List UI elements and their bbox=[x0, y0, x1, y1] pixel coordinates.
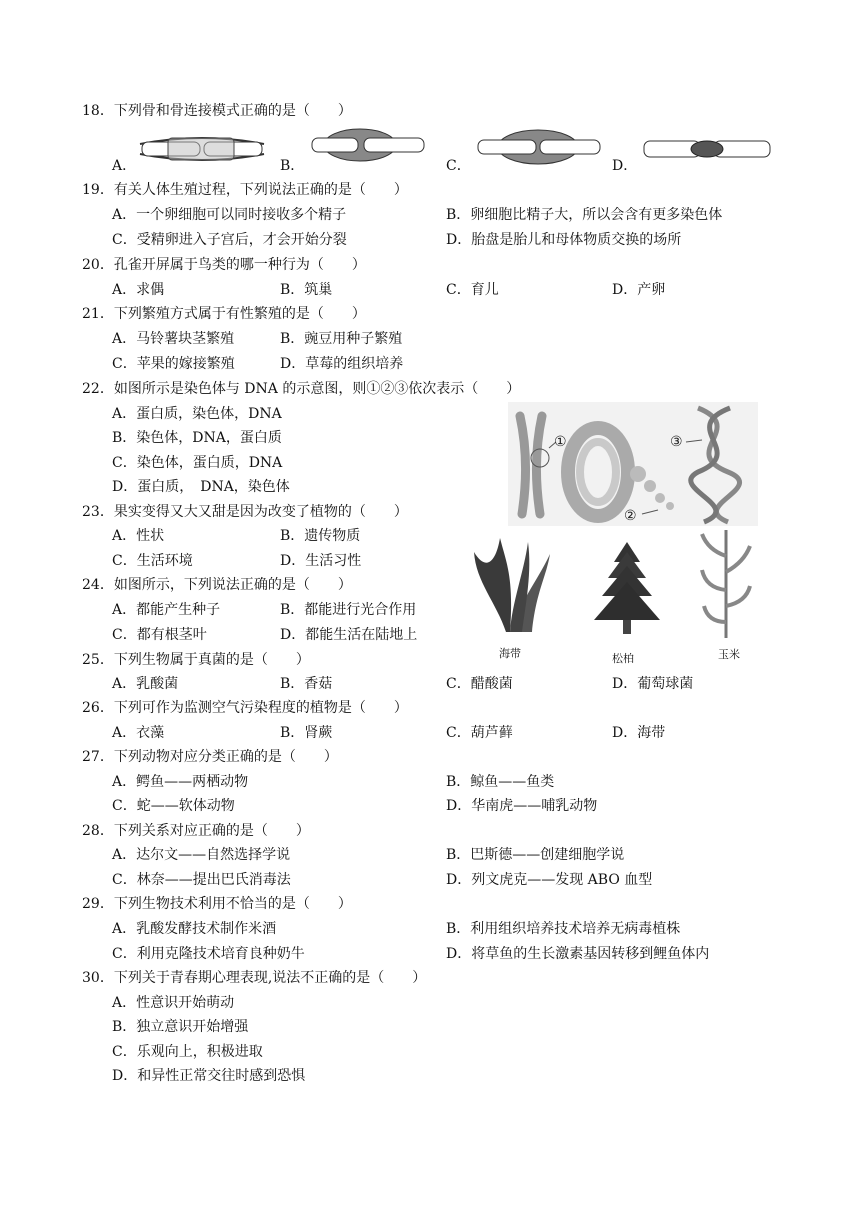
figure-label-2: ② bbox=[624, 508, 637, 524]
option-c: C．蛇——软体动物 bbox=[112, 798, 235, 814]
question-21: 21．下列繁殖方式属于有性繁殖的是（ ） bbox=[82, 306, 366, 322]
option-c: C．育儿 bbox=[446, 282, 499, 298]
option-d: D．生活习性 bbox=[280, 553, 362, 569]
kelp-picture bbox=[466, 532, 556, 636]
figure-label-3: ③ bbox=[670, 434, 683, 450]
question-25: 25．下列生物属于真菌的是（ ） bbox=[82, 652, 310, 668]
figure-label-1: ① bbox=[554, 434, 567, 450]
option-a: A．乳酸发酵技术制作米酒 bbox=[112, 921, 277, 937]
option-c: C．林奈——提出巴氏消毒法 bbox=[112, 872, 291, 888]
question-30: 30．下列关于青春期心理表现,说法不正确的是（ ） bbox=[82, 970, 427, 986]
option-b: B．独立意识开始增强 bbox=[112, 1019, 249, 1035]
option-d: D．华南虎——哺乳动物 bbox=[446, 798, 598, 814]
option-a: A．鳄鱼——两栖动物 bbox=[112, 774, 249, 790]
option-d: D．海带 bbox=[612, 725, 666, 741]
option-b: B．豌豆用种子繁殖 bbox=[280, 331, 403, 347]
option-d: D．和异性正常交往时感到恐惧 bbox=[112, 1068, 306, 1084]
option-b: B．都能进行光合作用 bbox=[280, 602, 417, 618]
option-a: A．求偶 bbox=[112, 282, 165, 298]
question-18: 18．下列骨和骨连接模式正确的是（ ） bbox=[82, 103, 352, 119]
question-20: 20．孔雀开屏属于鸟类的哪一种行为（ ） bbox=[82, 257, 366, 273]
question-23: 23．果实变得又大又甜是因为改变了植物的（ ） bbox=[82, 504, 408, 520]
question-26: 26．下列可作为监测空气污染程度的植物是（ ） bbox=[82, 700, 408, 716]
option-a: A．衣藻 bbox=[112, 725, 165, 741]
corn-caption: 玉米 bbox=[718, 648, 740, 661]
option-a: A．性状 bbox=[112, 528, 165, 544]
option-c: C．苹果的嫁接繁殖 bbox=[112, 356, 235, 372]
option-c: C．乐观向上，积极进取 bbox=[112, 1044, 263, 1060]
option-d: D． bbox=[612, 158, 638, 174]
option-b: B．染色体，DNA，蛋白质 bbox=[112, 430, 282, 446]
option-b: B．鲸鱼——鱼类 bbox=[446, 774, 555, 790]
question-27: 27．下列动物对应分类正确的是（ ） bbox=[82, 749, 338, 765]
option-c: C．葫芦藓 bbox=[446, 725, 513, 741]
kelp-caption: 海带 bbox=[499, 647, 521, 660]
option-d: D．葡萄球菌 bbox=[612, 676, 694, 692]
corn-picture bbox=[700, 526, 752, 640]
option-b: B．利用组织培养技术培养无病毒植株 bbox=[446, 921, 681, 937]
option-c: C．染色体，蛋白质，DNA bbox=[112, 455, 283, 471]
question-24: 24．如图所示，下列说法正确的是（ ） bbox=[82, 577, 352, 593]
option-b: B．巴斯德——创建细胞学说 bbox=[446, 847, 625, 863]
option-b: B．肾蕨 bbox=[280, 725, 333, 741]
option-d: D．将草鱼的生长激素基因转移到鲤鱼体内 bbox=[446, 946, 710, 962]
option-b: B． bbox=[280, 158, 305, 174]
chromosome-dna-figure bbox=[508, 402, 758, 526]
joint-diagram-c bbox=[474, 126, 604, 168]
option-a: A． bbox=[112, 158, 137, 174]
joint-diagram-a bbox=[138, 128, 266, 168]
option-a: A．性意识开始萌动 bbox=[112, 995, 235, 1011]
option-d: D．胎盘是胎儿和母体物质交换的场所 bbox=[446, 232, 682, 248]
option-a: A．乳酸菌 bbox=[112, 676, 179, 692]
option-c: C．利用克隆技术培育良种奶牛 bbox=[112, 946, 305, 962]
option-d: D．都能生活在陆地上 bbox=[280, 627, 418, 643]
joint-diagram-d bbox=[640, 134, 774, 164]
joint-diagram-b bbox=[308, 124, 428, 166]
option-c: C．生活环境 bbox=[112, 553, 193, 569]
option-c: C．受精卵进入子宫后，才会开始分裂 bbox=[112, 232, 347, 248]
option-a: A．一个卵细胞可以同时接收多个精子 bbox=[112, 207, 347, 223]
option-c: C．都有根茎叶 bbox=[112, 627, 207, 643]
option-c: C．醋酸菌 bbox=[446, 676, 513, 692]
pine-picture bbox=[588, 540, 666, 636]
option-d: D．产卵 bbox=[612, 282, 666, 298]
question-28: 28．下列关系对应正确的是（ ） bbox=[82, 823, 310, 839]
question-29: 29．下列生物技术利用不恰当的是（ ） bbox=[82, 896, 352, 912]
option-d: D．蛋白质， DNA，染色体 bbox=[112, 479, 290, 495]
option-d: D．草莓的组织培养 bbox=[280, 356, 404, 372]
option-a: A．马铃薯块茎繁殖 bbox=[112, 331, 235, 347]
question-22: 22．如图所示是染色体与 DNA 的示意图，则①②③依次表示（ ） bbox=[82, 381, 521, 397]
option-b: B．香菇 bbox=[280, 676, 333, 692]
pine-caption: 松柏 bbox=[612, 652, 634, 665]
option-a: A．达尔文——自然选择学说 bbox=[112, 847, 291, 863]
option-d: D．列文虎克——发现 ABO 血型 bbox=[446, 872, 653, 888]
option-b: B．卵细胞比精子大，所以会含有更多染色体 bbox=[446, 207, 723, 223]
option-b: B．筑巢 bbox=[280, 282, 333, 298]
option-a: A．蛋白质，染色体，DNA bbox=[112, 406, 282, 422]
option-c: C． bbox=[446, 158, 471, 174]
option-b: B．遗传物质 bbox=[280, 528, 361, 544]
option-a: A．都能产生种子 bbox=[112, 602, 221, 618]
question-19: 19．有关人体生殖过程，下列说法正确的是（ ） bbox=[82, 182, 408, 198]
